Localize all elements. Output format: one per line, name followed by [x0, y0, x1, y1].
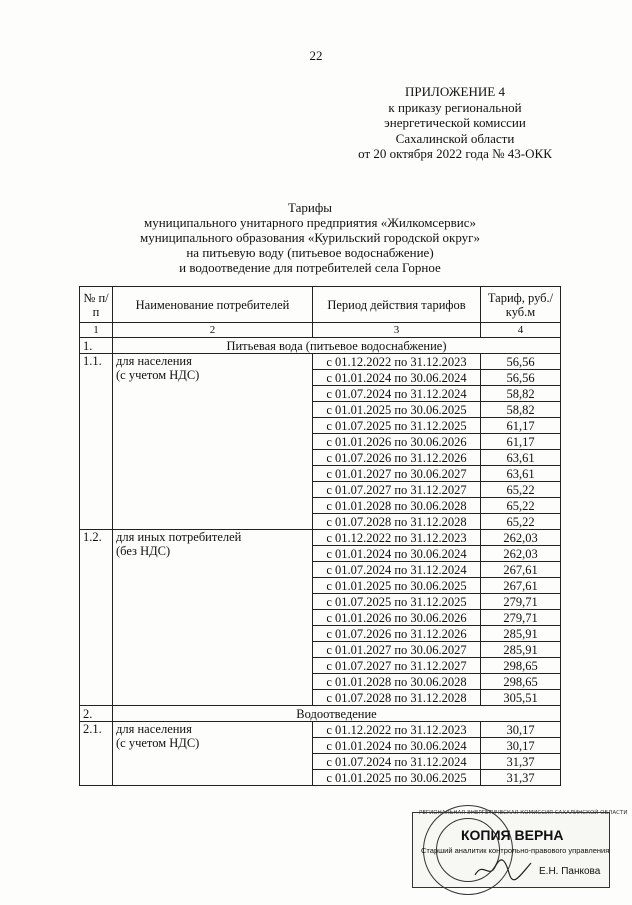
tariff-value: 63,61 [481, 466, 561, 482]
title-line: муниципального унитарного предприятия «Жилкомсервис» [144, 215, 476, 230]
tariff-value: 279,71 [481, 594, 561, 610]
tariff-period: с 01.12.2022 по 31.12.2023 [313, 722, 481, 738]
tariff-value: 31,37 [481, 754, 561, 770]
header-period: Период действия тарифов [313, 287, 481, 323]
tariff-period: с 01.07.2024 по 31.12.2024 [313, 754, 481, 770]
tariff-period: с 01.01.2025 по 30.06.2025 [313, 402, 481, 418]
tariff-period: с 01.07.2025 по 31.12.2025 [313, 594, 481, 610]
tariff-value: 279,71 [481, 610, 561, 626]
tariff-value: 267,61 [481, 578, 561, 594]
document-title [80, 200, 540, 275]
tariff-period: с 01.07.2024 по 31.12.2024 [313, 562, 481, 578]
title-line: Тарифы [287, 200, 332, 215]
tariff-period: с 01.07.2026 по 31.12.2026 [313, 450, 481, 466]
tariff-value: 65,22 [481, 514, 561, 530]
tariff-value: 56,56 [481, 354, 561, 370]
column-number: 4 [481, 323, 561, 338]
section-number: 1. [80, 338, 113, 354]
tariff-period: с 01.07.2026 по 31.12.2026 [313, 626, 481, 642]
tariff-value: 285,91 [481, 626, 561, 642]
signer-name: Е.Н. Панкова [539, 866, 601, 877]
appendix-line: ПРИЛОЖЕНИЕ 4 [405, 84, 505, 99]
column-number: 2 [113, 323, 313, 338]
tariff-period: с 01.12.2022 по 31.12.2023 [313, 354, 481, 370]
tariff-period: с 01.07.2027 по 31.12.2027 [313, 482, 481, 498]
item-number: 1.1. [80, 354, 113, 530]
tariff-period: с 01.01.2025 по 30.06.2025 [313, 770, 481, 786]
table-body [80, 338, 561, 786]
tariff-period: с 01.01.2024 по 30.06.2024 [313, 370, 481, 386]
table-row [80, 530, 561, 546]
tariff-value: 61,17 [481, 418, 561, 434]
title-line: и водоотведение для потребителей села Горное [179, 260, 441, 275]
tariff-value: 58,82 [481, 402, 561, 418]
tariff-period: с 01.07.2024 по 31.12.2024 [313, 386, 481, 402]
appendix-line: Сахалинской области [395, 130, 515, 146]
tariff-value: 31,37 [481, 770, 561, 786]
tariff-period: с 01.01.2024 по 30.06.2024 [313, 546, 481, 562]
section-row [80, 706, 561, 722]
tariff-value: 56,56 [481, 370, 561, 386]
tariff-period: с 01.01.2027 по 30.06.2027 [313, 642, 481, 658]
seal-text: РЕГИОНАЛЬНАЯ ЭНЕРГЕТИЧЕСКАЯ КОМИССИЯ САХАЛИНСКОЙ ОБЛАСТИ [419, 810, 628, 816]
tariff-table [79, 286, 561, 786]
signer-position: Старший аналитик контрольно-правового управления [421, 846, 610, 855]
tariff-period: с 01.01.2027 по 30.06.2027 [313, 466, 481, 482]
tariff-value: 30,17 [481, 722, 561, 738]
tariff-value: 65,22 [481, 482, 561, 498]
column-number-row [80, 323, 561, 338]
tariff-value: 267,61 [481, 562, 561, 578]
item-number: 2.1. [80, 722, 113, 786]
handwritten-signature [473, 857, 533, 881]
consumer-name: для населения (с учетом НДС) [113, 722, 313, 786]
consumer-name: для иных потребителей (без НДС) [113, 530, 313, 706]
tariff-period: с 01.01.2024 по 30.06.2024 [313, 738, 481, 754]
title-line: муниципального образования «Курильский городской округ» [139, 230, 481, 245]
tariff-value: 262,03 [481, 546, 561, 562]
column-number: 1 [80, 323, 113, 338]
appendix-line: от 20 октября 2022 года № 43-ОКК [358, 146, 552, 161]
tariff-value: 305,51 [481, 690, 561, 706]
tariff-value: 30,17 [481, 738, 561, 754]
certification-stamp [412, 810, 628, 888]
tariff-period: с 01.07.2028 по 31.12.2028 [313, 514, 481, 530]
header-name: Наименование потребителей [113, 287, 313, 323]
header-tariff: Тариф, руб./куб.м [481, 287, 561, 323]
column-number: 3 [313, 323, 481, 338]
appendix-block [330, 84, 580, 162]
tariff-value: 65,22 [481, 498, 561, 514]
tariff-value: 58,82 [481, 386, 561, 402]
tariff-value: 285,91 [481, 642, 561, 658]
tariff-period: с 01.01.2028 по 30.06.2028 [313, 674, 481, 690]
tariff-value: 63,61 [481, 450, 561, 466]
appendix-line: энергетической комиссии [384, 115, 526, 130]
tariff-period: с 01.01.2026 по 30.06.2026 [313, 610, 481, 626]
tariff-value: 262,03 [481, 530, 561, 546]
tariff-value: 298,65 [481, 658, 561, 674]
table-header-row [80, 287, 561, 323]
section-title: Водоотведение [113, 706, 561, 722]
title-line: на питьевую воду (питьевое водоснабжение) [186, 245, 434, 260]
page-number: 22 [309, 48, 323, 63]
appendix-line: к приказу региональной [388, 99, 522, 115]
section-title: Питьевая вода (питьевое водоснабжение) [113, 338, 561, 354]
tariff-period: с 01.01.2026 по 30.06.2026 [313, 434, 481, 450]
consumer-name: для населения (с учетом НДС) [113, 354, 313, 530]
table-row [80, 722, 561, 738]
tariff-period: с 01.12.2022 по 31.12.2023 [313, 530, 481, 546]
table-row [80, 354, 561, 370]
item-number: 1.2. [80, 530, 113, 706]
tariff-period: с 01.01.2025 по 30.06.2025 [313, 578, 481, 594]
header-num: № п/п [80, 287, 113, 323]
section-row [80, 338, 561, 354]
tariff-value: 298,65 [481, 674, 561, 690]
tariff-period: с 01.07.2028 по 31.12.2028 [313, 690, 481, 706]
section-number: 2. [80, 706, 113, 722]
tariff-value: 61,17 [481, 434, 561, 450]
tariff-period: с 01.01.2028 по 30.06.2028 [313, 498, 481, 514]
tariff-period: с 01.07.2025 по 31.12.2025 [313, 418, 481, 434]
tariff-period: с 01.07.2027 по 31.12.2027 [313, 658, 481, 674]
copy-certified-label: КОПИЯ ВЕРНА [461, 827, 564, 843]
